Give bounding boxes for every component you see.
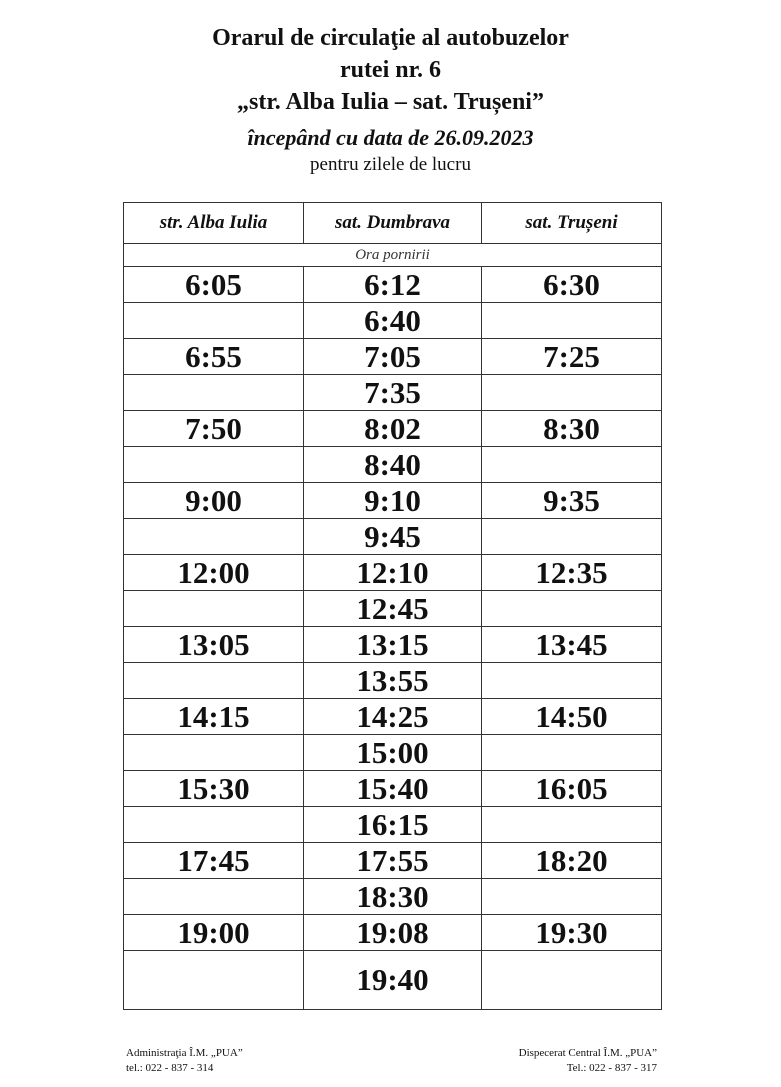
truseni-time: 18:20 xyxy=(482,843,662,879)
table-row xyxy=(124,771,662,807)
day-type: pentru zilele de lucru xyxy=(310,154,471,175)
truseni-time xyxy=(482,735,662,771)
table-row xyxy=(124,663,662,699)
truseni-time xyxy=(482,591,662,627)
alba-iulia-time: 9:00 xyxy=(124,483,304,519)
schedule-table xyxy=(123,202,662,1010)
dumbrava-time: 14:25 xyxy=(304,699,482,735)
alba-iulia-time xyxy=(124,879,304,915)
alba-iulia-time: 15:30 xyxy=(124,771,304,807)
truseni-time xyxy=(482,303,662,339)
truseni-time: 8:30 xyxy=(482,411,662,447)
table-row xyxy=(124,699,662,735)
footer-administration xyxy=(126,1046,243,1076)
alba-iulia-time xyxy=(124,519,304,555)
truseni-time: 12:35 xyxy=(482,555,662,591)
truseni-time: 14:50 xyxy=(482,699,662,735)
effective-date: începând cu data de 26.09.2023 xyxy=(247,125,534,150)
truseni-time xyxy=(482,951,662,1010)
table-row xyxy=(124,303,662,339)
dumbrava-time: 19:08 xyxy=(304,915,482,951)
truseni-time xyxy=(482,879,662,915)
alba-iulia-time: 6:05 xyxy=(124,267,304,303)
table-row xyxy=(124,483,662,519)
table-row xyxy=(124,735,662,771)
dumbrava-time: 12:45 xyxy=(304,591,482,627)
truseni-time: 7:25 xyxy=(482,339,662,375)
dumbrava-time: 7:05 xyxy=(304,339,482,375)
alba-iulia-time: 13:05 xyxy=(124,627,304,663)
alba-iulia-time: 6:55 xyxy=(124,339,304,375)
dumbrava-time: 19:40 xyxy=(304,951,482,1010)
table-subheader-row xyxy=(124,244,662,267)
dispatch-phone: Tel.: 022 - 837 - 317 xyxy=(566,1062,657,1074)
dumbrava-time: 9:45 xyxy=(304,519,482,555)
truseni-time xyxy=(482,447,662,483)
alba-iulia-time xyxy=(124,375,304,411)
table-row xyxy=(124,879,662,915)
table-row xyxy=(124,447,662,483)
route-name: „str. Alba Iulia – sat. Trușeni” xyxy=(237,89,544,115)
alba-iulia-time: 17:45 xyxy=(124,843,304,879)
dumbrava-time: 13:15 xyxy=(304,627,482,663)
alba-iulia-time xyxy=(124,951,304,1010)
administration-phone: tel.: 022 - 837 - 314 xyxy=(126,1062,214,1074)
administration-name: Administraţia Î.M. „PUA” xyxy=(126,1047,243,1059)
truseni-time xyxy=(482,375,662,411)
dumbrava-time: 16:15 xyxy=(304,807,482,843)
table-header-row xyxy=(124,203,662,244)
table-row xyxy=(124,951,662,1010)
dumbrava-time: 9:10 xyxy=(304,483,482,519)
truseni-time xyxy=(482,807,662,843)
column-header-alba-iulia: str. Alba Iulia xyxy=(124,203,304,244)
alba-iulia-time: 12:00 xyxy=(124,555,304,591)
column-header-truseni: sat. Trușeni xyxy=(482,203,662,244)
column-header-dumbrava: sat. Dumbrava xyxy=(304,203,482,244)
dumbrava-time: 6:40 xyxy=(304,303,482,339)
truseni-time xyxy=(482,663,662,699)
dumbrava-time: 17:55 xyxy=(304,843,482,879)
truseni-time: 6:30 xyxy=(482,267,662,303)
alba-iulia-time: 7:50 xyxy=(124,411,304,447)
table-row xyxy=(124,339,662,375)
table-row xyxy=(124,555,662,591)
dumbrava-time: 7:35 xyxy=(304,375,482,411)
dumbrava-time: 8:40 xyxy=(304,447,482,483)
departure-time-label: Ora pornirii xyxy=(124,244,662,267)
route-number: rutei nr. 6 xyxy=(339,57,442,83)
table-row xyxy=(124,627,662,663)
title-line: Orarul de circulaţie al autobuzelor xyxy=(212,25,569,51)
alba-iulia-time xyxy=(124,807,304,843)
dumbrava-time: 6:12 xyxy=(304,267,482,303)
schedule-header xyxy=(0,22,781,178)
dumbrava-time: 8:02 xyxy=(304,411,482,447)
table-row xyxy=(124,375,662,411)
truseni-time: 13:45 xyxy=(482,627,662,663)
alba-iulia-time xyxy=(124,303,304,339)
alba-iulia-time xyxy=(124,663,304,699)
truseni-time: 16:05 xyxy=(482,771,662,807)
dumbrava-time: 12:10 xyxy=(304,555,482,591)
schedule-body xyxy=(124,267,662,1010)
table-row xyxy=(124,807,662,843)
table-row xyxy=(124,519,662,555)
table-row xyxy=(124,591,662,627)
alba-iulia-time xyxy=(124,735,304,771)
dumbrava-time: 15:40 xyxy=(304,771,482,807)
truseni-time: 19:30 xyxy=(482,915,662,951)
truseni-time xyxy=(482,519,662,555)
footer-dispatch xyxy=(519,1046,657,1076)
table-row xyxy=(124,267,662,303)
alba-iulia-time: 14:15 xyxy=(124,699,304,735)
table-row xyxy=(124,843,662,879)
dumbrava-time: 15:00 xyxy=(304,735,482,771)
table-row xyxy=(124,411,662,447)
dispatch-name: Dispecerat Central Î.M. „PUA” xyxy=(518,1047,657,1059)
dumbrava-time: 13:55 xyxy=(304,663,482,699)
dumbrava-time: 18:30 xyxy=(304,879,482,915)
alba-iulia-time xyxy=(124,591,304,627)
alba-iulia-time: 19:00 xyxy=(124,915,304,951)
table-row xyxy=(124,915,662,951)
alba-iulia-time xyxy=(124,447,304,483)
truseni-time: 9:35 xyxy=(482,483,662,519)
